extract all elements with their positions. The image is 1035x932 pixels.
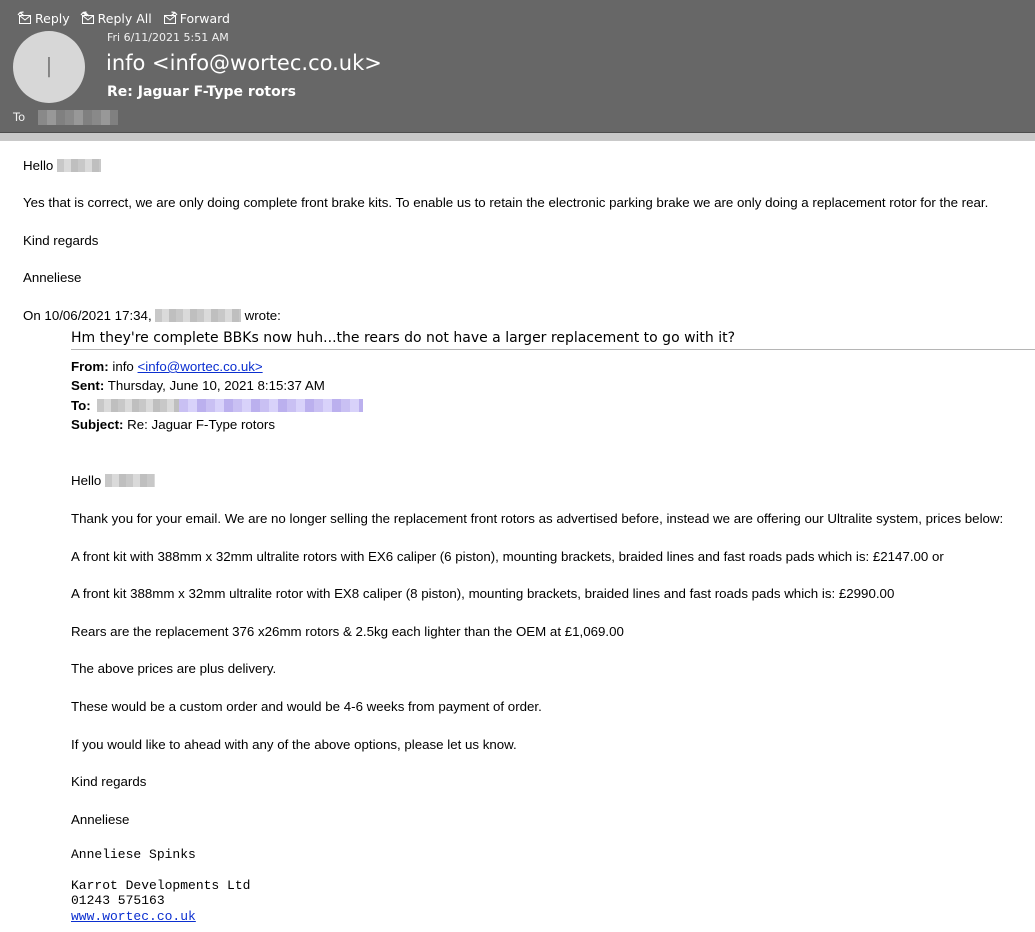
reply-all-icon <box>80 11 96 25</box>
signature-company: Karrot Developments Ltd <box>71 878 251 893</box>
action-toolbar <box>17 9 240 27</box>
signature-url <box>71 909 196 924</box>
message-body <box>0 141 1035 932</box>
redacted-recipient-name <box>97 399 179 412</box>
quoted-line-9: Anneliese <box>71 812 130 827</box>
redacted-author <box>155 309 241 322</box>
greeting-line <box>23 158 101 174</box>
recipient-redacted <box>38 110 118 125</box>
forward-button[interactable] <box>162 11 230 26</box>
subject-value: Re: Jaguar F-Type rotors <box>127 417 275 432</box>
sent-value: Thursday, June 10, 2021 8:15:37 AM <box>107 378 325 393</box>
from-label: From: <box>71 359 109 374</box>
sender-name[interactable]: info <info@wortec.co.uk> <box>106 51 382 75</box>
to-label-quoted: To: <box>71 398 91 413</box>
redacted-name <box>57 159 101 172</box>
message-subject: Re: Jaguar F-Type rotors <box>107 84 296 100</box>
signature-name: Anneliese Spinks <box>71 847 196 862</box>
forward-label: Forward <box>179 10 230 26</box>
signature-phone: 01243 575163 <box>71 893 165 908</box>
quoted-line-8: Kind regards <box>71 774 147 789</box>
on-wrote-line <box>23 308 281 324</box>
redacted-name-quoted <box>105 474 155 487</box>
redacted-recipient-email <box>179 399 363 412</box>
quoted-line-1: Thank you for your email. We are no longer selling the replacement front rotors as advertised before, instead we are offering our Ultralite system, prices below: <box>71 511 1004 526</box>
quoted-greeting-line <box>71 473 155 489</box>
reply-button[interactable] <box>17 11 70 26</box>
from-name: info <box>112 359 134 374</box>
quoted-from-line <box>71 359 263 375</box>
quoted-line-4: Rears are the replacement 376 x26mm rotors & 2.5kg each lighter than the OEM at £1,069.00 <box>71 624 624 639</box>
wrote-text: wrote: <box>244 308 281 323</box>
quoted-greeting-text: Hello <box>71 473 102 488</box>
sender-avatar: I <box>13 31 85 103</box>
quoted-to-line <box>71 398 363 414</box>
reply-label: Reply <box>35 10 70 26</box>
reply-paragraph: Yes that is correct, we are only doing complete front brake kits. To enable us to retain the electronic parking brake we are only doing a replacement rotor for the rear. <box>23 195 989 210</box>
quoted-line-2: A front kit with 388mm x 32mm ultralite rotors with EX6 caliper (6 piston), mounting brackets, braided lines and fast roads pads which is: £2147.00 or <box>71 549 944 564</box>
quoted-line-5: The above prices are plus delivery. <box>71 661 277 676</box>
reply-icon <box>17 11 33 25</box>
forward-icon <box>162 11 178 25</box>
quoted-question: Hm they're complete BBKs now huh...the rears do not have a larger replacement to go with it? <box>71 330 736 346</box>
reply-all-button[interactable] <box>80 11 152 26</box>
sent-date: Fri 6/11/2021 5:51 AM <box>107 31 229 44</box>
closing-text: Kind regards <box>23 233 99 248</box>
quoted-sent-line <box>71 378 325 394</box>
quote-divider <box>71 349 1035 350</box>
from-email-link[interactable]: <info@wortec.co.uk> <box>137 359 263 374</box>
header-separator <box>0 133 1035 141</box>
subject-label: Subject: <box>71 417 124 432</box>
to-label: To <box>13 110 26 124</box>
quoted-subject-line <box>71 417 275 433</box>
sent-label: Sent: <box>71 378 105 393</box>
on-date-text: On 10/06/2021 17:34, <box>23 308 152 323</box>
greeting-text: Hello <box>23 158 54 173</box>
quoted-line-7: If you would like to ahead with any of the above options, please let us know. <box>71 737 517 752</box>
signoff-text: Anneliese <box>23 270 82 285</box>
reply-all-label: Reply All <box>97 10 152 26</box>
quoted-line-3: A front kit 388mm x 32mm ultralite rotor with EX8 caliper (8 piston), mounting brackets, braided lines and fast roads pads which is: £2990.00 <box>71 586 895 601</box>
quoted-line-6: These would be a custom order and would be 4-6 weeks from payment of order. <box>71 699 542 714</box>
message-header <box>0 0 1035 133</box>
website-link[interactable]: www.wortec.co.uk <box>71 909 196 924</box>
